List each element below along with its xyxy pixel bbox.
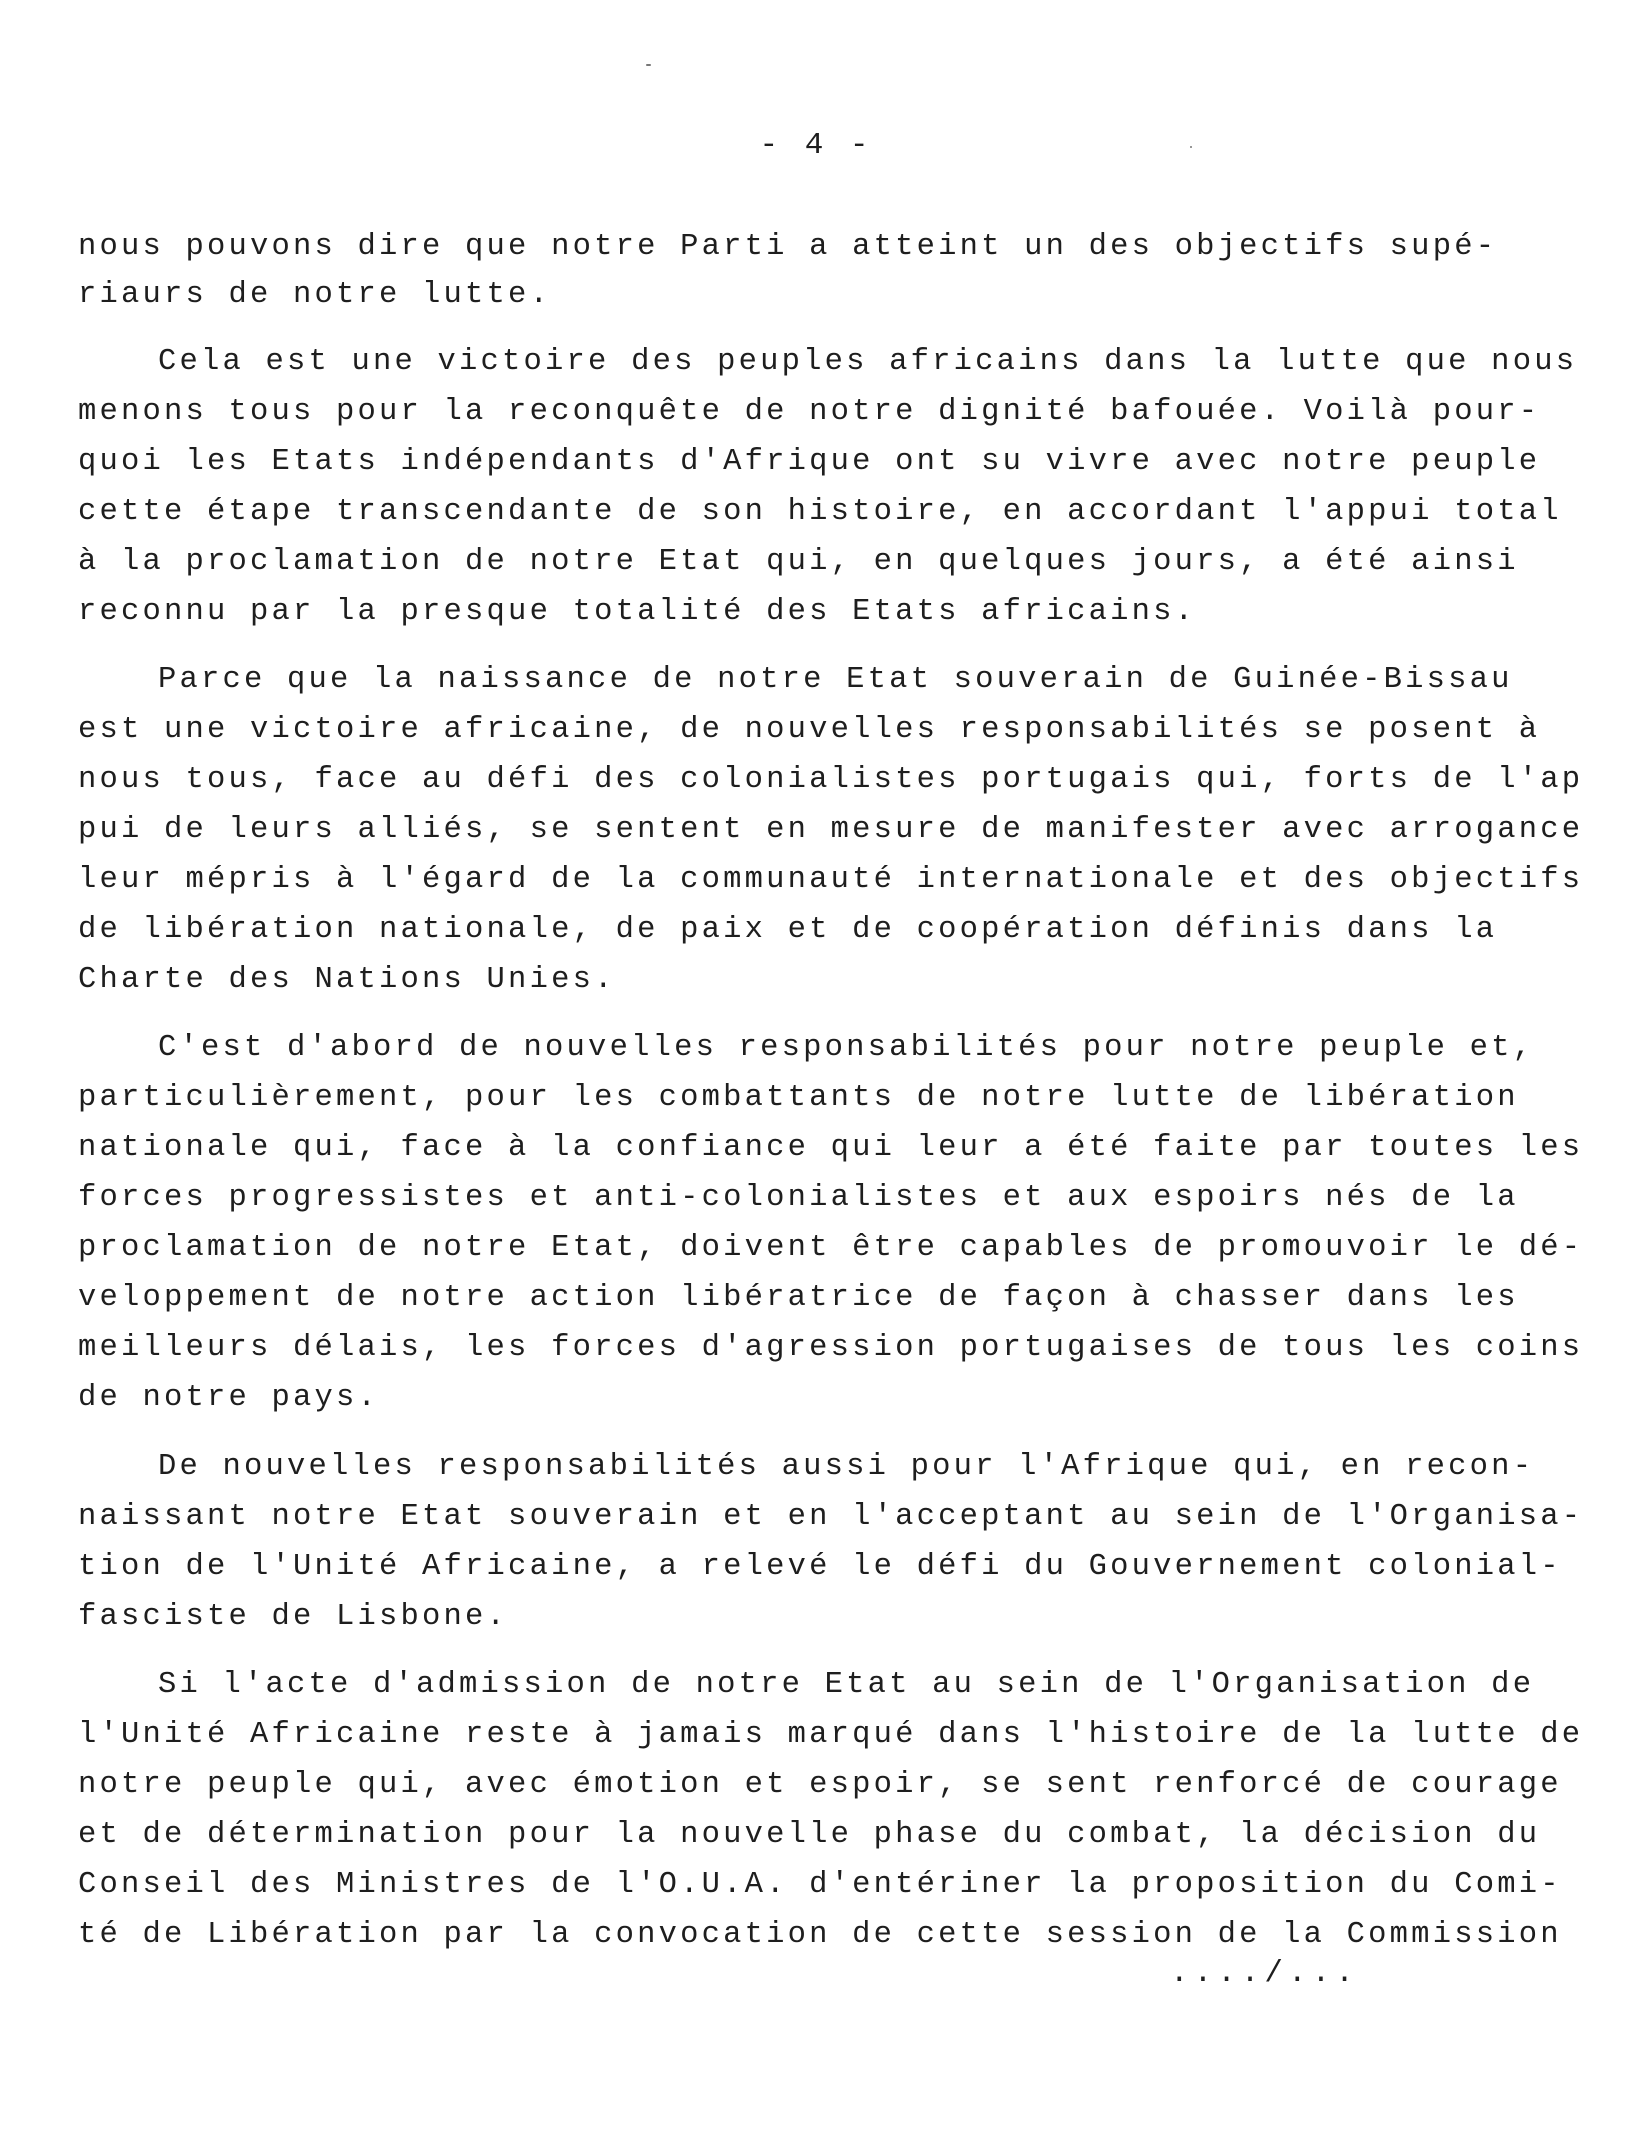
text-line: nous pouvons dire que notre Parti a atteint un des objectifs supé- xyxy=(78,230,1498,264)
text-line: à la proclamation de notre Etat qui, en quelques jours, a été ainsi xyxy=(78,545,1519,579)
continuation-mark: ..../... xyxy=(1170,1956,1359,1991)
text-line: forces progressistes et anti-colonialistes et aux espoirs nés de la xyxy=(78,1181,1519,1215)
text-line: Si l'acte d'admission de notre Etat au sein de l'Organisation de xyxy=(158,1668,1535,1702)
scan-speck xyxy=(646,64,651,66)
text-line: leur mépris à l'égard de la communauté internationale et des objectifs xyxy=(78,863,1584,897)
text-line: reconnu par la presque totalité des Etats africains. xyxy=(78,595,1197,629)
text-line: menons tous pour la reconquête de notre dignité bafouée. Voilà pour- xyxy=(78,395,1541,429)
text-line: C'est d'abord de nouvelles responsabilités pour notre peuple et, xyxy=(158,1031,1535,1065)
text-line: nous tous, face au défi des colonialistes portugais qui, forts de l'ap xyxy=(78,763,1584,797)
text-line: tion de l'Unité Africaine, a relevé le défi du Gouvernement colonial- xyxy=(78,1550,1562,1584)
text-line: Charte des Nations Unies. xyxy=(78,963,616,997)
text-line: cette étape transcendante de son histoire, en accordant l'appui total xyxy=(78,495,1562,529)
text-line: de notre pays. xyxy=(78,1381,380,1415)
text-line: Parce que la naissance de notre Etat souverain de Guinée-Bissau xyxy=(158,663,1513,697)
text-line: proclamation de notre Etat, doivent être capables de promouvoir le dé- xyxy=(78,1231,1584,1265)
text-line: Conseil des Ministres de l'O.U.A. d'entériner la proposition du Comi- xyxy=(78,1868,1562,1902)
text-line: nationale qui, face à la confiance qui leur a été faite par toutes les xyxy=(78,1131,1584,1165)
text-line: particulièrement, pour les combattants de notre lutte de libération xyxy=(78,1081,1519,1115)
text-line: veloppement de notre action libératrice de façon à chasser dans les xyxy=(78,1281,1519,1315)
text-line: meilleurs délais, les forces d'agression portugaises de tous les coins xyxy=(78,1331,1584,1365)
text-line: pui de leurs alliés, se sentent en mesure de manifester avec arrogance xyxy=(78,813,1584,847)
text-line: l'Unité Africaine reste à jamais marqué dans l'histoire de la lutte de xyxy=(78,1718,1584,1752)
text-line: est une victoire africaine, de nouvelles responsabilités se posent à xyxy=(78,713,1541,747)
text-line: De nouvelles responsabilités aussi pour l'Afrique qui, en recon- xyxy=(158,1450,1535,1484)
text-line: notre peuple qui, avec émotion et espoir, se sent renforcé de courage xyxy=(78,1768,1562,1802)
text-line: naissant notre Etat souverain et en l'acceptant au sein de l'Organisa- xyxy=(78,1500,1584,1534)
text-line: de libération nationale, de paix et de coopération définis dans la xyxy=(78,913,1498,947)
text-line: té de Libération par la convocation de cette session de la Commission xyxy=(78,1918,1562,1952)
page-number: - 4 - xyxy=(759,128,873,163)
text-line: fasciste de Lisbone. xyxy=(78,1600,509,1634)
text-line: riaurs de notre lutte. xyxy=(78,278,552,312)
text-line: quoi les Etats indépendants d'Afrique ont su vivre avec notre peuple xyxy=(78,445,1541,479)
text-line: Cela est une victoire des peuples africains dans la lutte que nous xyxy=(158,345,1578,379)
text-line: et de détermination pour la nouvelle phase du combat, la décision du xyxy=(78,1818,1541,1852)
